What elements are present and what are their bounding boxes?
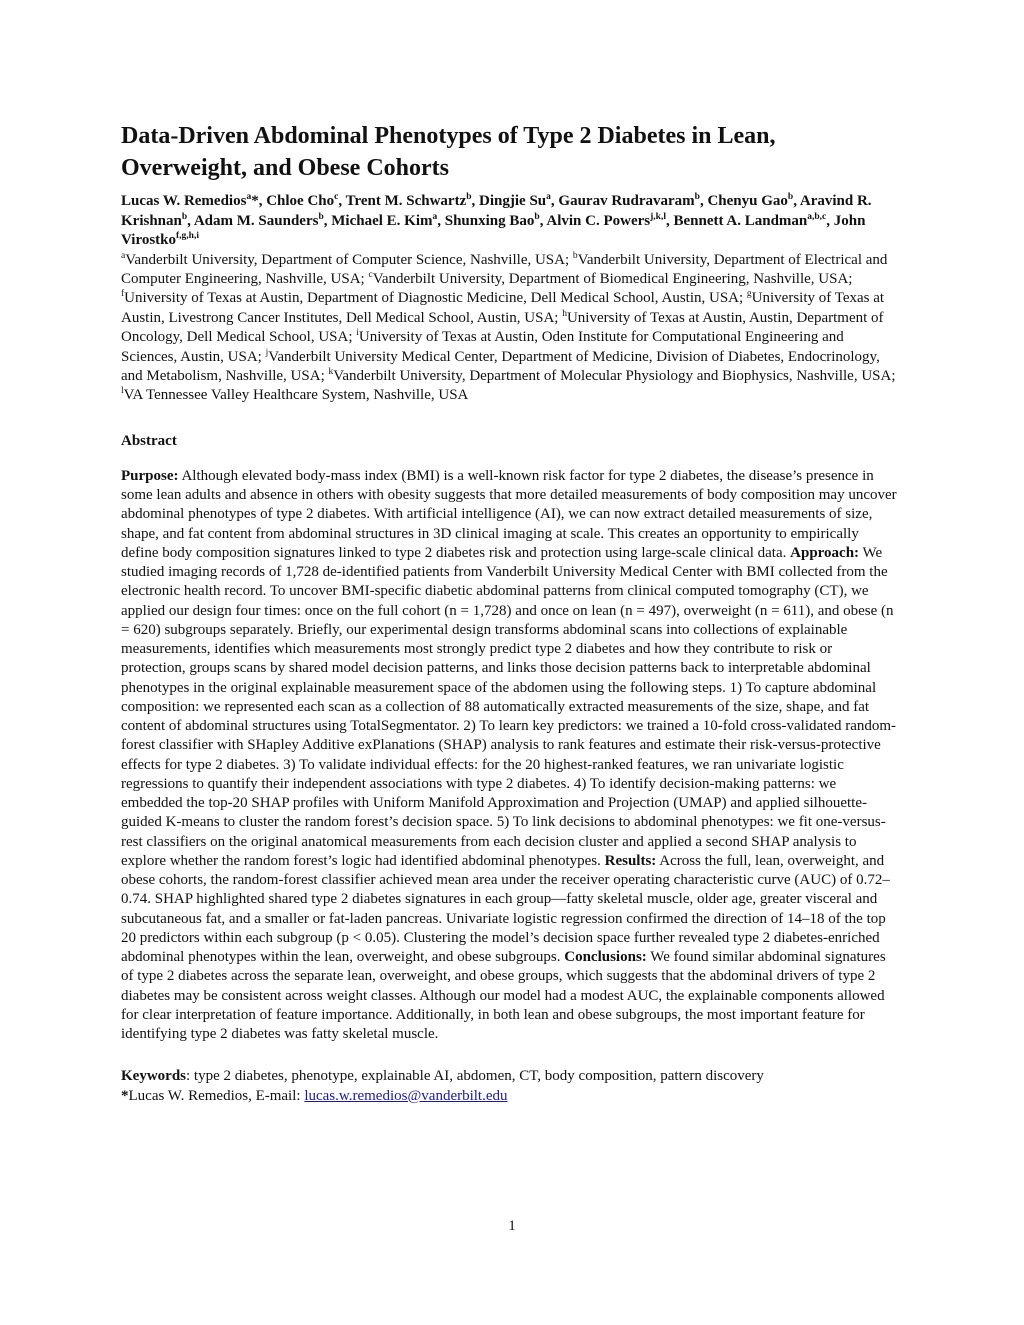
author: Adam M. Saunders$^b$, (193, 211, 332, 229)
author: Lucas W. Remedios$^a$*, (121, 192, 267, 209)
author: Chenyu Gao$^b$, (707, 192, 800, 209)
email-link[interactable]: lucas.w.remedios@vanderbilt.edu (304, 1087, 508, 1104)
author: Trent M. Schwartz$^b$, (345, 192, 480, 209)
paper-title: Data-Driven Abdominal Phenotypes of Type 2 Diabetes in Lean, Overweight, and Obese Cohorts (121, 123, 776, 181)
author: Shunxing Bao$^b$, (444, 211, 547, 229)
approach-text: We studied imaging records of 1,728 de-identified patients from Vanderbilt University Medical Center with BMI collected from the electronic health record. To uncover BMI-specific diabetic abdominal patterns from clinical computed tomography (CT), we applied our design four times: once on the full cohort (n = 1,728) and once on lean (n = 497), overweight (n = 611), and obese (n = 620) subgroups separately. Briefly, our experimental design transforms abdominal scans into collections of explainable measurements, identifies which measurements most strongly predict type 2 diabetes and how they contribute to risk or protection, groups scans by shared model decision patterns, and links those decision patterns back to interpretable abdominal phenotypes in the original explainable measurement space of the abdomen using the following steps. 1) To capture abdominal composition: we represented each scan as a collection of 88 automatically extracted measurements of the size, shape, and fat content of abdominal structures using TotalSegmentator. 2) To learn key predictors: we trained a 10-fold cross-validated random-forest classifier with SHapley Additive exPlanations (SHAP) analysis to rank features and estimate their risk-versus-protective effects for type 2 diabetes. 3) To validate individual effects: for the 20 highest-ranked features, we ran univariate logistic regressions to quantify their independent associations with type 2 diabetes. 4) To identify decision-making patterns: we embedded the top-20 SHAP profiles with Uniform Manifold Approximation and Projection (UMAP) and applied silhouette-guided K-means to cluster the random forest’s decision space. 5) To link decisions to abdominal phenotypes: we fit one-versus-rest classifiers on the original anatomical measurements from each decision cluster and applied a second SHAP analysis to explore whether the random forest’s logic had identified abdominal phenotypes. (121, 544, 897, 869)
results-label: Results: (604, 852, 657, 869)
author-list (121, 192, 899, 251)
approach-label: Approach: (790, 544, 860, 561)
author: Alvin C. Powers$^{j,k,l}$, (546, 211, 674, 229)
author: Dingjie Su$^a$, (479, 192, 559, 209)
author: Bennett A. Landman$^{a,b,c}$, (673, 211, 834, 229)
affiliation: $^a$Vanderbilt University, Department of Computer Science, Nashville, USA; (121, 250, 570, 268)
paper-page (121, 120, 899, 1106)
author: Chloe Cho$^c$, (266, 192, 346, 209)
affiliations (121, 251, 899, 406)
affiliation: $^b$Vanderbilt University, Department of Electrical and Computer Engineering, Nashville, USA; (121, 250, 888, 287)
affiliation: $^j$Vanderbilt University Medical Center, Department of Medicine, Division of Diabetes, Endocrinology, and Metabolism, Nashville, USA; (121, 347, 880, 384)
abstract-body (121, 467, 899, 1045)
corresponding-author: *Lucas W. Remedios, E-mail: lucas.w.remedios@vanderbilt.edu (121, 1087, 508, 1104)
author: Gaurav Rudravaram$^b$, (558, 192, 708, 209)
conclusions-text: We found similar abdominal signatures of type 2 diabetes across the separate lean, overweight, and obese groups, which suggests that the abdominal drivers of type 2 diabetes may be consistent across weight classes. Although our model had a modest AUC, the explainable components allowed for clear interpretation of feature importance. Additionally, in both lean and obese subgroups, the most important feature for identifying type 2 diabetes was fatty skeletal muscle. (121, 949, 886, 1042)
purpose-text: Although elevated body-mass index (BMI) is a well-known risk factor for type 2 diabetes, the disease’s presence in some lean adults and absence in others with obesity suggests that more detailed measurements of body composition may uncover abdominal phenotypes of type 2 diabetes. With artificial intelligence (AI), we can now extract detailed measurements of size, shape, and fat content from abdominal structures in 3D clinical imaging at scale. This creates an opportunity to empirically define body composition signatures linked to type 2 diabetes risk and protection using large-scale clinical data. (121, 467, 897, 561)
results-text: Across the full, lean, overweight, and obese cohorts, the random-forest classifier achieved mean area under the receiver operating characteristic curve (AUC) of 0.72–0.74. SHAP highlighted shared type 2 diabetes signatures in each group—fatty skeletal muscle, older age, greater visceral and subcutaneous fat, and a smaller or fat-laden pancreas. Univariate logistic regression confirmed the direction of 14–18 of the top 20 predictors within each subgroup (p < 0.05). Clustering the model’s decision space further revealed type 2 diabetes-enriched abdominal phenotypes within the lean, overweight, and obese subgroups. (121, 852, 890, 965)
affiliation: $^f$University of Texas at Austin, Department of Diagnostic Medicine, Dell Medical School, Austin, USA; (121, 289, 744, 307)
conclusions-label: Conclusions: (564, 949, 647, 965)
affiliation: $^k$Vanderbilt University, Department of Molecular Physiology and Biophysics, Nashville, USA; (328, 366, 896, 384)
author: John Virostko$^{f,g,h,i}$ (121, 212, 866, 248)
purpose-label: Purpose: (121, 467, 179, 484)
keywords-label: Keywords (121, 1068, 186, 1085)
affiliation: $^l$VA Tennessee Valley Healthcare System, Nashville, USA (121, 386, 469, 404)
affiliation: $^g$University of Texas at Austin, Livestrong Cancer Institutes, Dell Medical School, Austin, USA; (121, 289, 885, 326)
author: Michael E. Kim$^a$, (331, 211, 445, 229)
affiliation: $^i$University of Texas at Austin, Oden Institute for Computational Engineering and Sciences, Austin, USA; (121, 328, 844, 365)
author: Aravind R. Krishnan$^b$, (121, 193, 872, 229)
affiliation: $^h$University of Texas at Austin, Austin, Department of Oncology, Dell Medical School, USA; (121, 308, 884, 346)
abstract-heading: Abstract (121, 432, 177, 449)
keywords-line (121, 1067, 899, 1087)
page-number: 1 (508, 1218, 516, 1234)
keywords-text: : type 2 diabetes, phenotype, explainable AI, abdomen, CT, body composition, pattern discovery (186, 1068, 764, 1085)
affiliation: $^c$Vanderbilt University, Department of Biomedical Engineering, Nashville, USA; (368, 269, 853, 287)
